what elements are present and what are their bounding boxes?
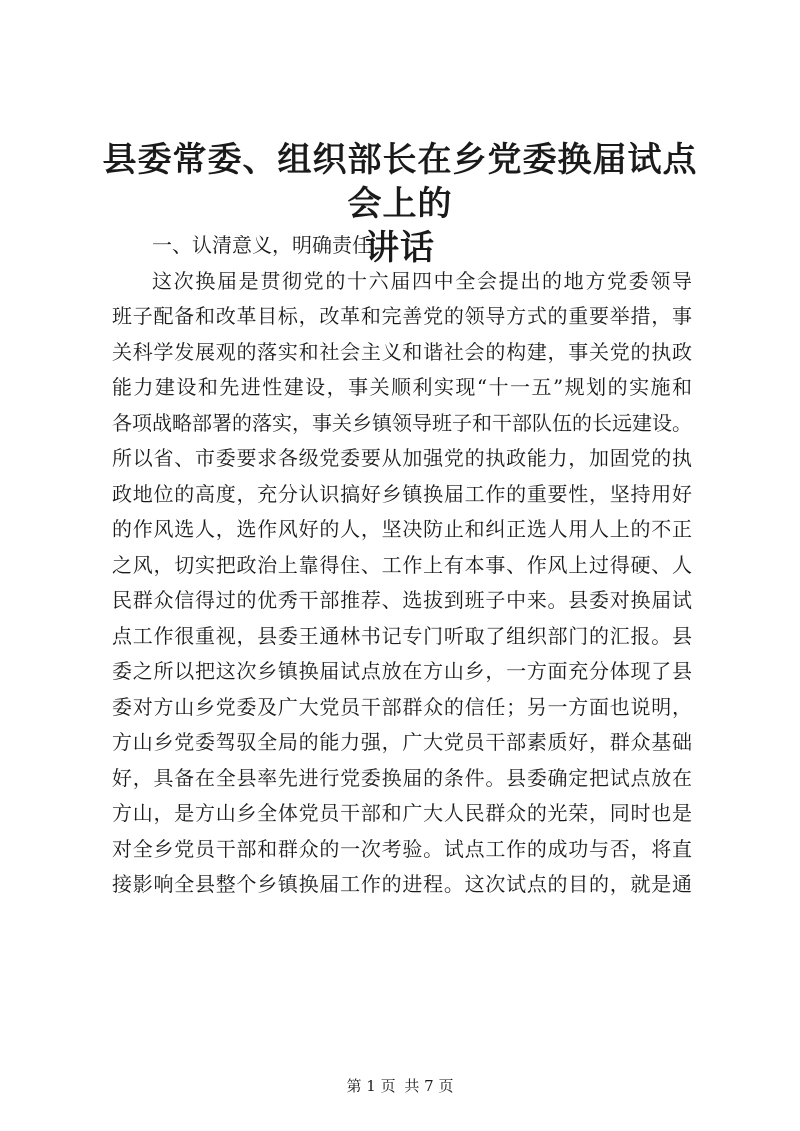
paragraph-line: 民群众信得过的优秀干部推荐、选拔到班子中来。县委对换届试	[112, 588, 692, 612]
paragraph-line: 关科学发展观的落实和社会主义和谐社会的构建，事关党的执政	[112, 339, 692, 364]
paragraph-line: 之风，切实把政治上靠得住、工作上有本事、作风上过得硬、人	[112, 552, 692, 577]
paragraph-line: 委对方山乡党委及广大党员干部群众的信任；另一方面也说明，	[112, 694, 692, 719]
document-body	[112, 228, 692, 903]
title-line-1: 县委常委、组织部长在乡党委换届试点会上的	[102, 140, 698, 224]
paragraph-line: 委之所以把这次乡镇换届试点放在方山乡，一方面充分体现了县	[112, 659, 692, 683]
page-number: 第 1 页	[346, 1077, 396, 1095]
paragraph-line: 方山，是方山乡全体党员干部和广大人民群众的光荣，同时也是	[112, 801, 692, 825]
paragraph-line: 接影响全县整个乡镇换届工作的进程。这次试点的目的，就是通	[112, 872, 692, 896]
title-line-2: 讲话	[365, 228, 435, 268]
paragraph-line: 的作风选人，选作风好的人，坚决防止和纠正选人用人上的不正	[112, 517, 692, 541]
paragraph	[112, 264, 692, 903]
paragraph-line: 班子配备和改革目标，改革和完善党的领导方式的重要举措，事	[112, 304, 692, 328]
paragraph-line: 对全乡党员干部和群众的一次考验。试点工作的成功与否，将直	[112, 836, 692, 861]
paragraph-line: 这次换届是贯彻党的十六届四中全会提出的地方党委领导	[152, 268, 692, 293]
paragraph-line: 好，具备在全县率先进行党委换届的条件。县委确定把试点放在	[112, 765, 692, 790]
page-footer	[0, 1076, 800, 1096]
paragraph-line: 所以省、市委要求各级党委要从加强党的执政能力，加固党的执	[112, 446, 692, 470]
paragraph-line: 方山乡党委驾驭全局的能力强，广大党员干部素质好，群众基础	[112, 730, 692, 754]
paragraph-line: 能力建设和先进性建设，事关顺利实现“十一五”规划的实施和	[112, 375, 692, 399]
paragraph-line: 政地位的高度，充分认识搞好乡镇换届工作的重要性，坚持用好	[112, 481, 692, 506]
paragraph-line: 点工作很重视，县委王通林书记专门听取了组织部门的汇报。县	[112, 623, 692, 648]
section-heading: 一、认清意义，明确责任	[152, 233, 372, 257]
paragraph-line: 各项战略部署的落实，事关乡镇领导班子和干部队伍的长远建设。	[112, 410, 692, 435]
page-total: 共 7 页	[404, 1077, 454, 1095]
